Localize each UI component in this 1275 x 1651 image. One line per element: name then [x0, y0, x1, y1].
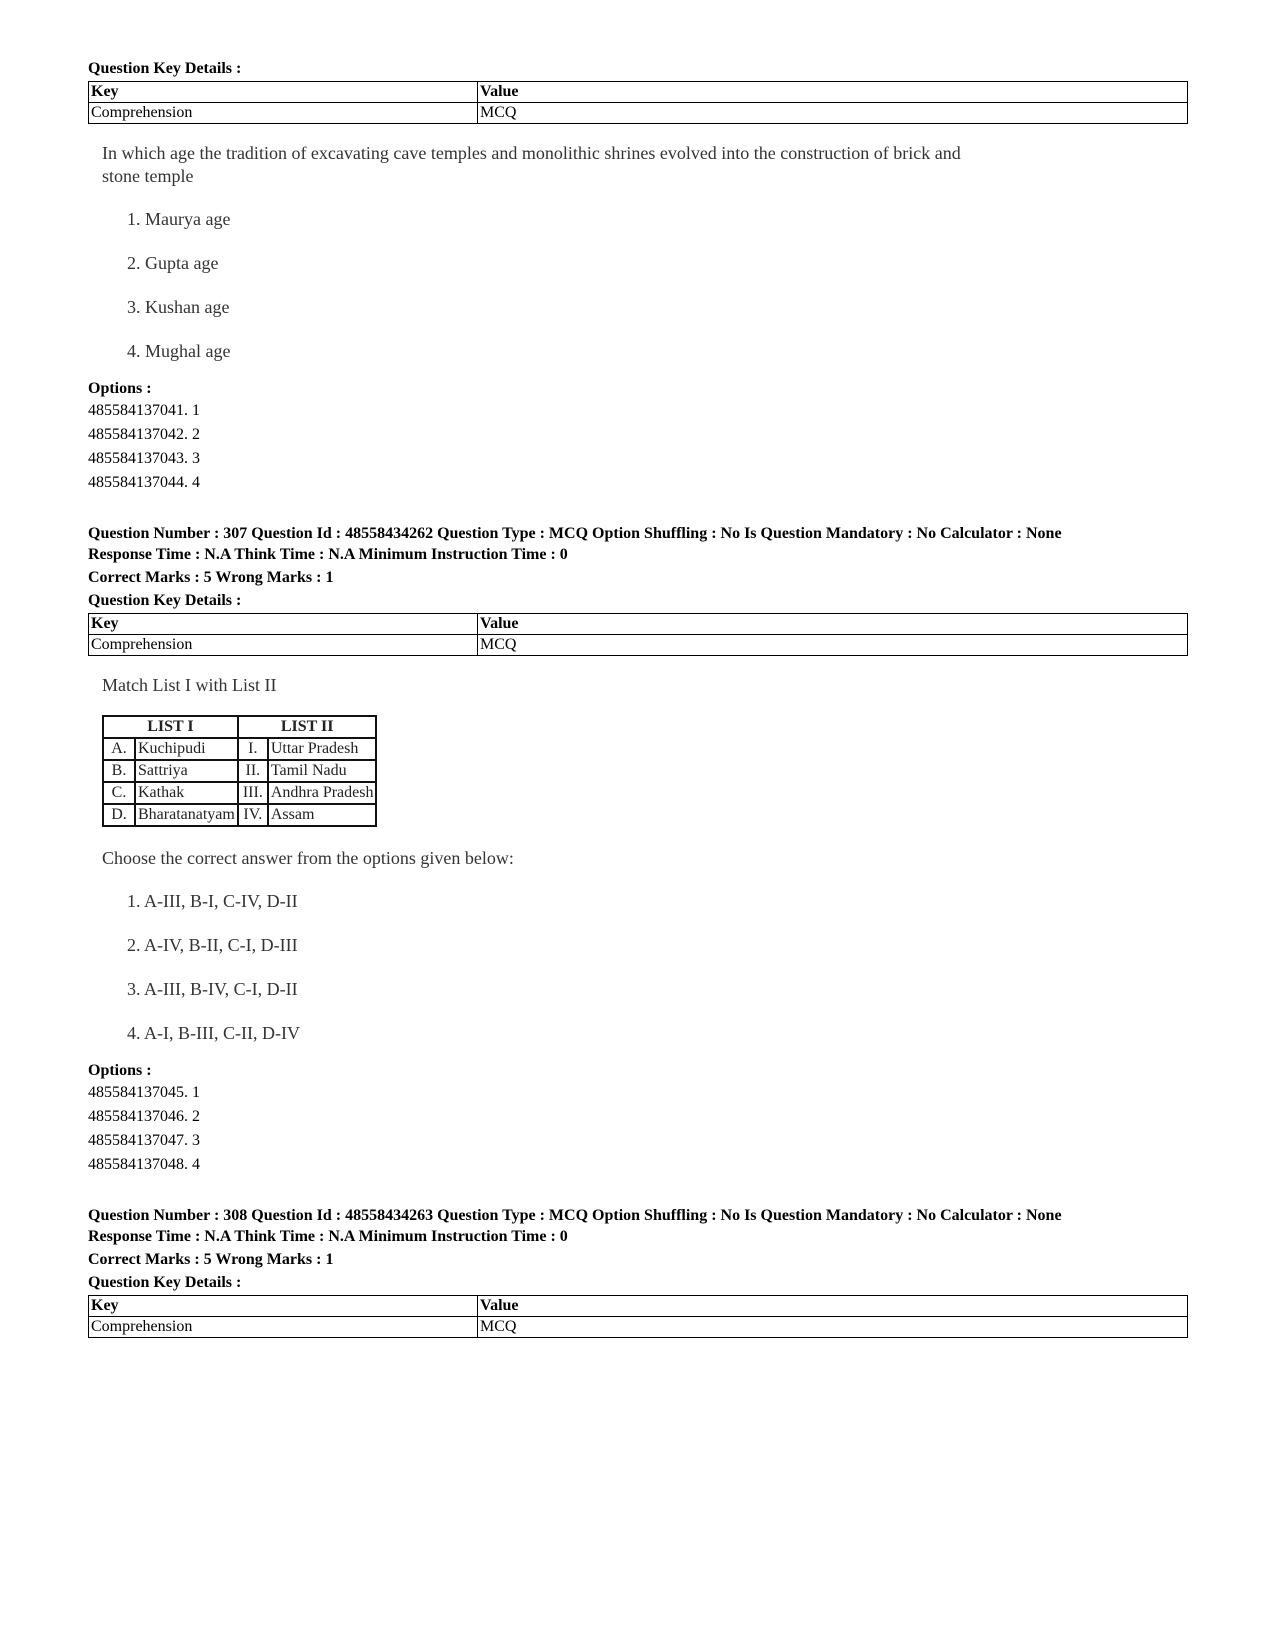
list-two-item: Uttar Pradesh — [268, 738, 377, 760]
table-row — [89, 635, 1188, 656]
list-two-item: Tamil Nadu — [268, 760, 377, 782]
choice-item: 2. A-IV, B-II, C-I, D-III — [127, 935, 298, 955]
match-table-row — [103, 782, 376, 804]
question-meta — [88, 523, 1188, 611]
table-row — [89, 103, 1188, 124]
row-numeral: II. — [238, 760, 268, 782]
choice-item: 2. Gupta age — [127, 253, 219, 273]
key-details-label: Question Key Details : — [88, 592, 242, 609]
question-meta-line1: Question Number : 307 Question Id : 48558434262 Question Type : MCQ Option Shuffling : No Is Question Mandatory : No Calculator : None — [88, 525, 1062, 542]
row-letter: C. — [103, 782, 135, 804]
choose-instruction: Choose the correct answer from the options given below: — [102, 848, 514, 868]
table-header-value: Value — [478, 1296, 1188, 1317]
list-one-item: Kuchipudi — [135, 738, 238, 760]
question-meta-line2: Response Time : N.A Think Time : N.A Minimum Instruction Time : 0 — [88, 546, 568, 563]
choice-item: 4. Mughal age — [127, 341, 231, 361]
match-table-row — [103, 760, 376, 782]
question-meta-line2: Response Time : N.A Think Time : N.A Minimum Instruction Time : 0 — [88, 1228, 568, 1245]
list-two-item: Assam — [268, 804, 377, 826]
list-one-item: Kathak — [135, 782, 238, 804]
choice-item: 3. A-III, B-IV, C-I, D-II — [127, 979, 298, 999]
document-page — [88, 58, 1188, 1338]
table-header-row — [89, 614, 1188, 635]
marks-line: Correct Marks : 5 Wrong Marks : 1 — [88, 1251, 334, 1268]
match-table-header — [103, 716, 376, 738]
question-text: In which age the tradition of excavating cave temples and monolithic shrines evolved into the construction of brick and stone temple — [102, 143, 961, 186]
table-header-key: Key — [89, 82, 478, 103]
key-details-table — [88, 613, 1188, 656]
list-two-header: LIST II — [238, 716, 377, 738]
table-header-key: Key — [89, 614, 478, 635]
option-item: 485584137043. 3 — [88, 450, 200, 467]
choice-item: 3. Kushan age — [127, 297, 230, 317]
option-item: 485584137041. 1 — [88, 402, 200, 419]
table-cell-key: Comprehension — [89, 635, 478, 656]
match-table — [102, 715, 377, 827]
row-letter: A. — [103, 738, 135, 760]
question-text: Match List I with List II — [102, 675, 277, 695]
match-table-row — [103, 738, 376, 760]
table-header-key: Key — [89, 1296, 478, 1317]
question-content — [88, 142, 1188, 372]
key-details-table — [88, 1295, 1188, 1338]
table-cell-value: MCQ — [478, 1317, 1188, 1338]
marks-line: Correct Marks : 5 Wrong Marks : 1 — [88, 569, 334, 586]
question-meta — [88, 1205, 1188, 1293]
row-numeral: I. — [238, 738, 268, 760]
list-two-item: Andhra Pradesh — [268, 782, 377, 804]
choice-list — [102, 208, 1188, 372]
choice-item: 4. A-I, B-III, C-II, D-IV — [127, 1023, 300, 1043]
key-details-label: Question Key Details : — [88, 60, 242, 77]
table-cell-key: Comprehension — [89, 103, 478, 124]
option-item: 485584137046. 2 — [88, 1108, 200, 1125]
table-header-value: Value — [478, 614, 1188, 635]
table-header-row — [89, 82, 1188, 103]
list-one-header: LIST I — [103, 716, 238, 738]
table-header-row — [89, 1296, 1188, 1317]
option-item: 485584137048. 4 — [88, 1156, 200, 1173]
question-content — [88, 674, 1188, 1054]
row-letter: B. — [103, 760, 135, 782]
option-item: 485584137045. 1 — [88, 1084, 200, 1101]
option-item: 485584137042. 2 — [88, 426, 200, 443]
row-letter: D. — [103, 804, 135, 826]
question-meta-line1: Question Number : 308 Question Id : 48558434263 Question Type : MCQ Option Shuffling : No Is Question Mandatory : No Calculator : None — [88, 1207, 1062, 1224]
table-cell-value: MCQ — [478, 635, 1188, 656]
choice-item: 1. Maurya age — [127, 209, 231, 229]
key-details-table — [88, 81, 1188, 124]
option-item: 485584137047. 3 — [88, 1132, 200, 1149]
list-one-item: Sattriya — [135, 760, 238, 782]
table-row — [89, 1317, 1188, 1338]
row-numeral: IV. — [238, 804, 268, 826]
options-label: Options : — [88, 1062, 152, 1079]
list-one-item: Bharatanatyam — [135, 804, 238, 826]
options-label: Options : — [88, 380, 152, 397]
choice-list — [102, 890, 1188, 1054]
key-details-label: Question Key Details : — [88, 1274, 242, 1291]
row-numeral: III. — [238, 782, 268, 804]
table-cell-key: Comprehension — [89, 1317, 478, 1338]
table-header-value: Value — [478, 82, 1188, 103]
option-item: 485584137044. 4 — [88, 474, 200, 491]
table-cell-value: MCQ — [478, 103, 1188, 124]
choice-item: 1. A-III, B-I, C-IV, D-II — [127, 891, 298, 911]
match-table-row — [103, 804, 376, 826]
